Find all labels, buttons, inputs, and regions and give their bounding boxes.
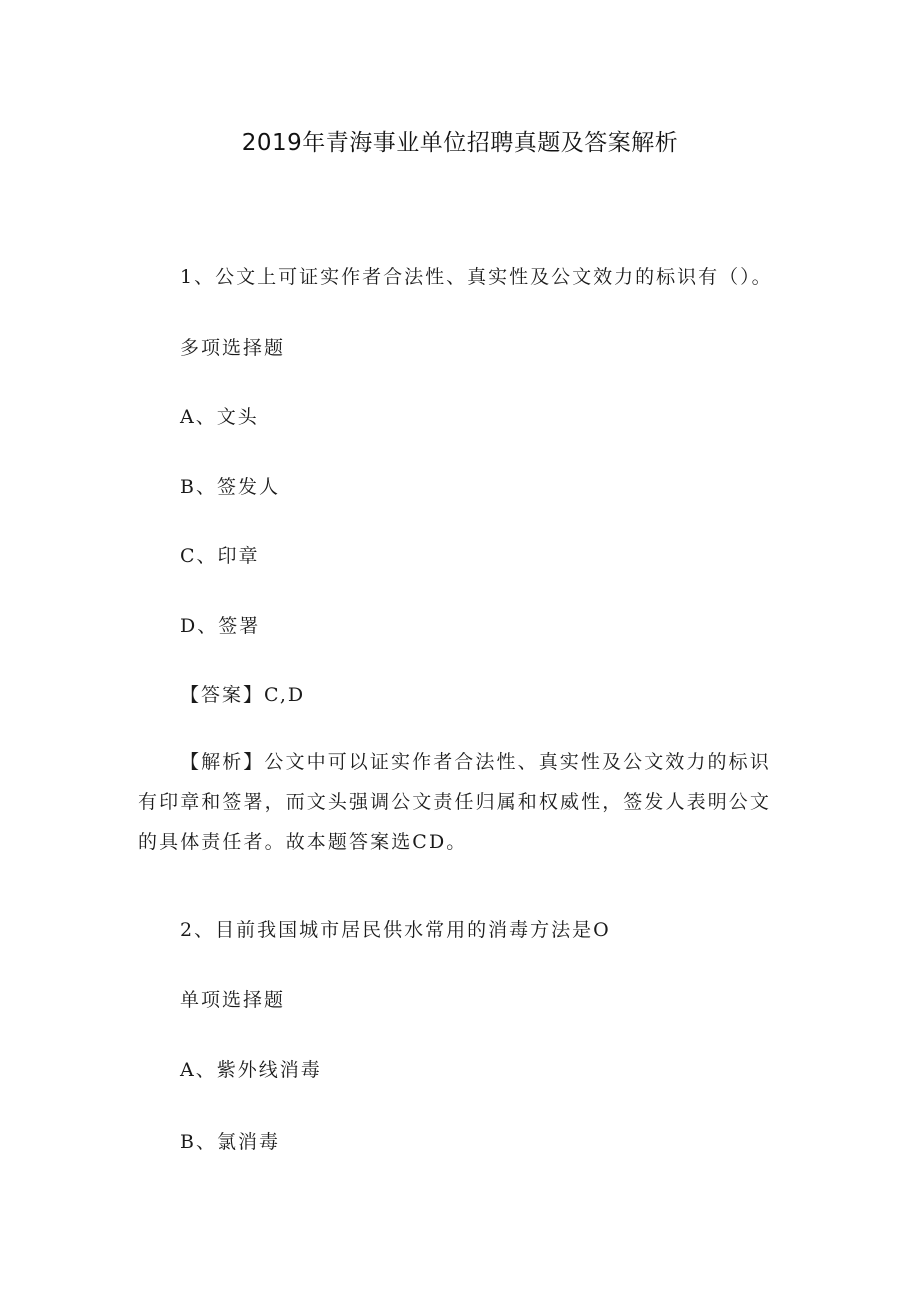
question-1-answer: 【答案】C,D bbox=[180, 684, 306, 706]
question-1-option-c: C、印章 bbox=[180, 545, 260, 567]
document-title: 2019年青海事业单位招聘真题及答案解析 bbox=[241, 130, 679, 156]
question-2-stem: 2、目前我国城市居民供水常用的消毒方法是O bbox=[180, 919, 611, 941]
question-2-type: 单项选择题 bbox=[180, 989, 286, 1011]
question-1-type: 多项选择题 bbox=[180, 337, 286, 359]
question-1-option-d: D、签署 bbox=[180, 615, 261, 637]
question-2-option-b: B、氯消毒 bbox=[180, 1131, 280, 1153]
question-1-analysis: 【解析】公文中可以证实作者合法性、真实性及公文效力的标识有印章和签署，而文头强调公文责任归属和权威性，签发人表明公文的具体责任者。故本题答案选CD。 bbox=[138, 751, 772, 853]
question-1-stem: 1、公文上可证实作者合法性、真实性及公文效力的标识有（）。 bbox=[180, 266, 773, 288]
question-1-option-a: A、文头 bbox=[180, 406, 259, 428]
question-1-option-b: B、签发人 bbox=[180, 476, 280, 498]
question-2-option-a: A、紫外线消毒 bbox=[180, 1059, 322, 1081]
